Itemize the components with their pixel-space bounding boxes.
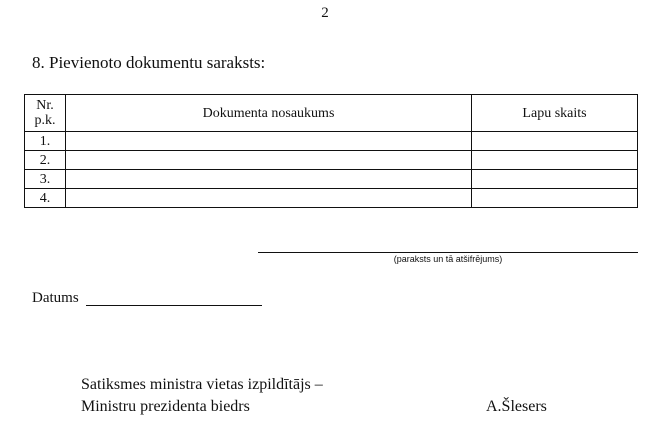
document-name-cell <box>66 170 472 189</box>
table-row <box>25 151 638 170</box>
section-heading: 8. Pievienoto dokumentu saraksts: <box>32 53 266 72</box>
signature-line <box>258 252 638 253</box>
official-title-line2: Ministru prezidenta biedrs <box>81 398 250 415</box>
row-number-cell: 3. <box>25 170 66 189</box>
column-header-nr-line2: p.k. <box>34 113 56 128</box>
row-number-cell: 4. <box>25 189 66 208</box>
page-count-cell <box>472 132 638 151</box>
page-count-cell <box>472 189 638 208</box>
table-row <box>25 170 638 189</box>
document-name-cell <box>66 189 472 208</box>
signature-caption: (paraksts un tā atšifrējums) <box>393 254 503 264</box>
document-name-cell <box>66 151 472 170</box>
page-count-cell <box>472 151 638 170</box>
column-header-document-name: Dokumenta nosaukums <box>66 95 472 132</box>
column-header-nr-line1: Nr. <box>36 98 54 113</box>
official-name: A.Šlesers <box>486 398 547 415</box>
official-title-line1: Satiksmes ministra vietas izpildītājs – <box>81 376 323 393</box>
date-label: Datums <box>32 290 79 306</box>
document-name-cell <box>66 132 472 151</box>
column-header-page-count: Lapu skaits <box>472 95 638 132</box>
page-count-cell <box>472 170 638 189</box>
table-row <box>25 189 638 208</box>
page-number: 2 <box>321 5 329 21</box>
column-header-nr <box>25 95 66 132</box>
table-header-row <box>25 95 638 132</box>
table-row <box>25 132 638 151</box>
attached-documents-table <box>24 94 638 208</box>
date-line <box>86 305 262 306</box>
row-number-cell: 1. <box>25 132 66 151</box>
row-number-cell: 2. <box>25 151 66 170</box>
official-title <box>81 374 323 418</box>
